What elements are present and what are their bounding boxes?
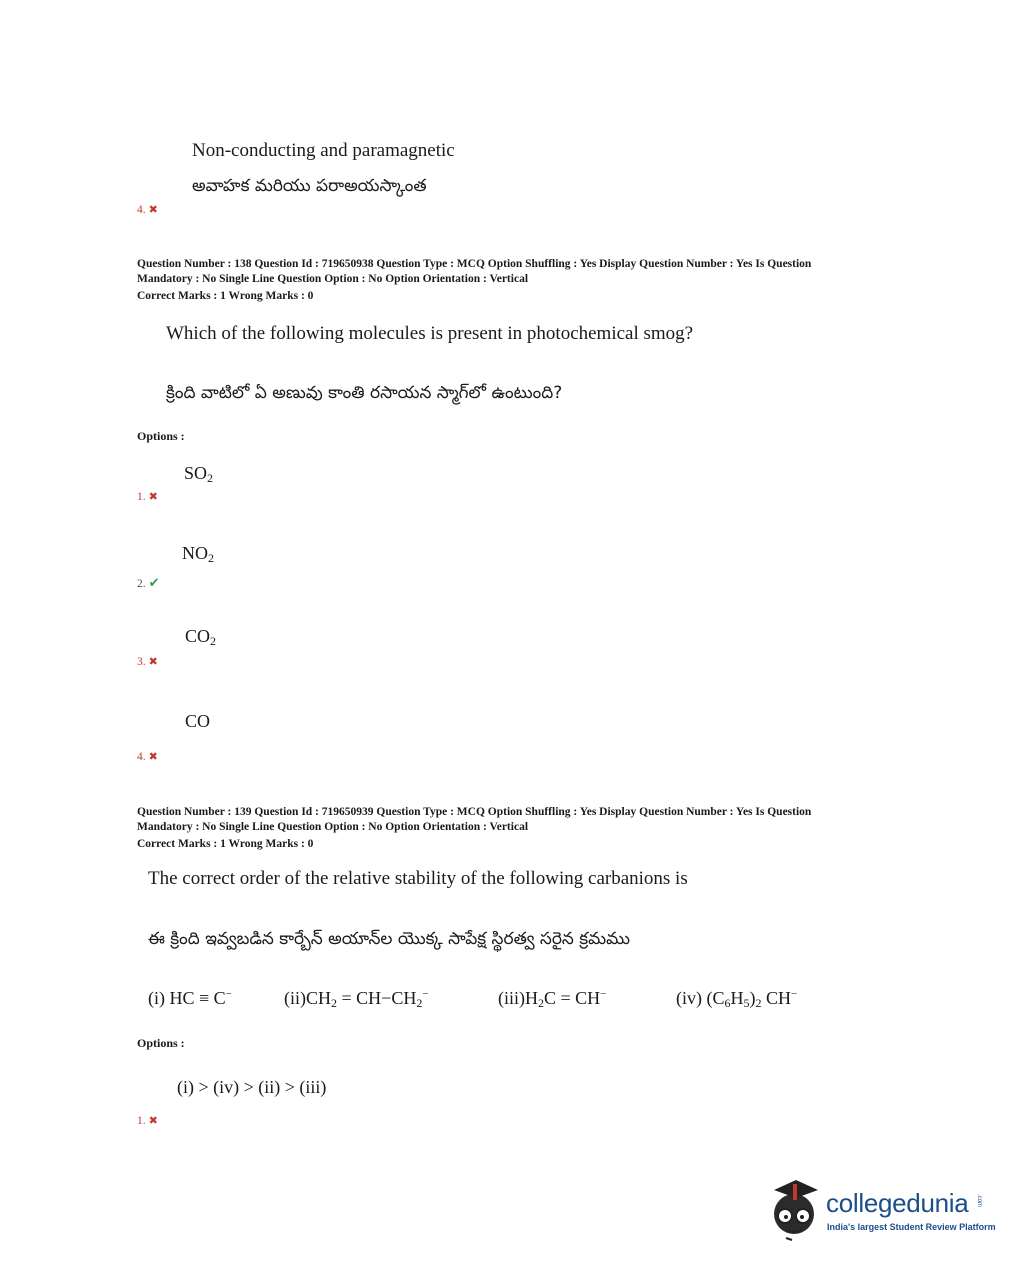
brand-name: collegedunia xyxy=(826,1188,969,1218)
formula: (C xyxy=(706,988,725,1008)
q139-options-label: Options : xyxy=(137,1036,185,1050)
meta-line: Question Number : 139 Question Id : 719650939 Question Type : MCQ Option Shuffling : Yes Display Question Number : Yes Is Question xyxy=(137,806,812,818)
q138-question-en: Which of the following molecules is present in photochemical smog? xyxy=(166,323,694,344)
marks-line: Correct Marks : 1 Wrong Marks : 0 xyxy=(137,838,314,850)
subscript: 2 xyxy=(755,996,762,1010)
brand-suffix: .com xyxy=(976,1194,982,1208)
formula: NO xyxy=(182,543,208,563)
formula: CO xyxy=(185,626,211,646)
label: (ii) xyxy=(284,988,306,1008)
subscript: 6 xyxy=(724,996,731,1010)
q139-question-te: ఈ క్రింది ఇవ్వబడిన కార్బేన్ అయాన్‌ల యొక్క సాపేక్ష స్థిరత్వ సరైన క్రమము xyxy=(148,929,630,949)
formula: CH xyxy=(306,988,332,1008)
label: (iii) xyxy=(498,988,525,1008)
q138-option3-number xyxy=(137,655,158,668)
option-number: 3. xyxy=(137,656,146,668)
label: (i) xyxy=(148,988,165,1008)
formula: C = CH xyxy=(544,988,601,1008)
carbanion-iv xyxy=(676,988,797,1011)
meta-line: Question Number : 138 Question Id : 719650938 Question Type : MCQ Option Shuffling : Yes Display Question Number : Yes Is Question xyxy=(137,258,812,270)
mascot-icon xyxy=(766,1176,826,1242)
formula: SO xyxy=(184,463,208,483)
subscript: 5 xyxy=(743,996,750,1010)
carbanion-i xyxy=(148,988,232,1009)
q138-options-label: Options : xyxy=(137,429,185,443)
collegedunia-logo xyxy=(766,1176,996,1246)
formula: H xyxy=(730,988,744,1008)
q138-option2-number xyxy=(137,575,160,591)
q139-option1-number xyxy=(137,1114,158,1127)
option-number: 2. xyxy=(137,578,146,590)
q138-option4-number xyxy=(137,750,158,763)
option-number: 4. xyxy=(137,204,146,216)
subscript: 2 xyxy=(210,634,217,648)
q139-option1-text: (i) > (iv) > (ii) > (iii) xyxy=(177,1077,327,1097)
charge: − xyxy=(600,988,607,1000)
formula: HC ≡ C xyxy=(169,988,226,1008)
wrong-icon: ✖ xyxy=(148,656,158,668)
formula: CO xyxy=(185,711,211,731)
charge: − xyxy=(791,988,798,1000)
meta-line: Mandatory : No Single Line Question Option : No Option Orientation : Vertical xyxy=(137,273,529,285)
q138-option3-text xyxy=(185,626,216,649)
subscript: 2 xyxy=(331,996,338,1010)
prev-option4-text-en: Non-conducting and paramagnetic xyxy=(192,140,455,161)
carbanion-ii xyxy=(284,988,429,1011)
subscript: 2 xyxy=(207,471,214,485)
option-number: 4. xyxy=(137,751,146,763)
meta-line: Mandatory : No Single Line Question Option : No Option Orientation : Vertical xyxy=(137,821,529,833)
prev-option4-number xyxy=(137,203,158,216)
subscript: 2 xyxy=(538,996,544,1010)
q138-question-te: క్రింది వాటిలో ఏ అణువు కాంతి రసాయన స్మాగ్‌లో ఉంటుంది? xyxy=(166,383,563,403)
formula: ) xyxy=(749,988,756,1008)
subscript: 2 xyxy=(416,996,423,1010)
q138-option1-number xyxy=(137,490,158,503)
q139-meta xyxy=(137,805,811,852)
prev-option4-text-te: అవాహక మరియు పరాఅయస్కాంత xyxy=(192,176,427,196)
q138-meta xyxy=(137,257,811,304)
brand-tagline: India's largest Student Review Platform xyxy=(827,1222,996,1232)
option-number: 1. xyxy=(137,491,146,503)
formula: CH xyxy=(761,988,792,1008)
wrong-icon: ✖ xyxy=(148,491,158,503)
q139-question-en: The correct order of the relative stability of the following carbanions is xyxy=(148,868,688,889)
q138-option1-text xyxy=(184,463,213,486)
charge: − xyxy=(225,988,232,1000)
marks-line: Correct Marks : 1 Wrong Marks : 0 xyxy=(137,290,314,302)
check-icon: ✔ xyxy=(148,575,160,590)
subscript: 2 xyxy=(208,551,214,565)
q138-option4-text xyxy=(185,711,210,732)
label: (iv) xyxy=(676,988,702,1008)
wrong-icon: ✖ xyxy=(148,751,158,763)
formula: = CH−CH xyxy=(337,988,417,1008)
wrong-icon: ✖ xyxy=(148,204,158,216)
option-number: 1. xyxy=(137,1115,146,1127)
formula: H xyxy=(525,988,538,1008)
charge: − xyxy=(422,988,429,1000)
wrong-icon: ✖ xyxy=(148,1115,158,1127)
carbanion-iii xyxy=(498,988,606,1011)
q138-option2-text xyxy=(182,543,214,566)
